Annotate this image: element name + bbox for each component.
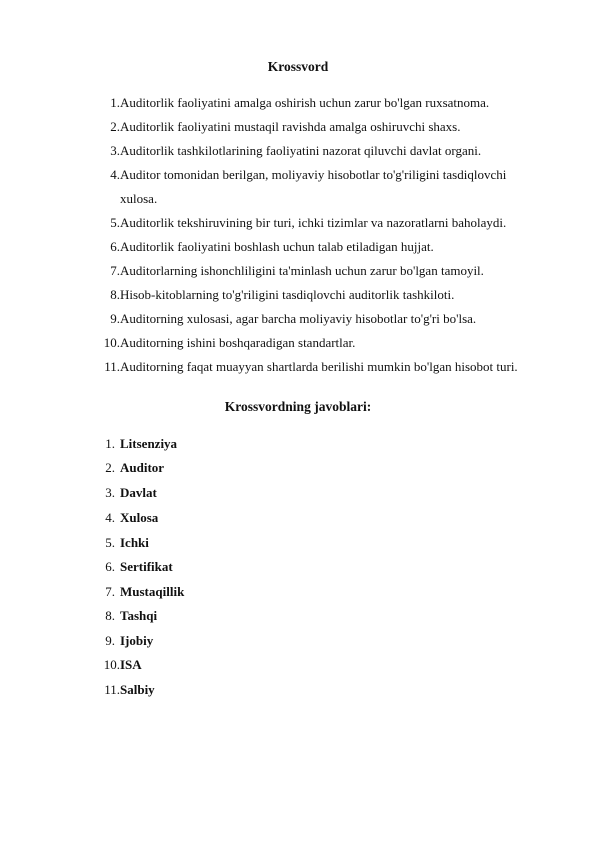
answer-number: 2. bbox=[105, 460, 115, 475]
answer-number: 7. bbox=[105, 584, 115, 599]
question-number: 6. bbox=[110, 239, 120, 254]
answer-text: Tashqi bbox=[120, 608, 158, 623]
question-text: Auditorlik faoliyatini boshlash uchun talab etiladigan hujjat. bbox=[120, 239, 434, 254]
question-text: Auditorning ishini boshqaradigan standartlar. bbox=[120, 335, 356, 350]
answer-text: Davlat bbox=[120, 485, 157, 500]
question-number: 2. bbox=[110, 119, 120, 134]
answer-number: 11. bbox=[104, 682, 120, 697]
question-text: Auditorning xulosasi, agar barcha moliyaviy hisobotlar to'g'ri bo'lsa. bbox=[120, 311, 477, 326]
answer-number: 6. bbox=[105, 559, 115, 574]
question-text-continued: xulosa. bbox=[120, 191, 158, 206]
answer-text: Auditor bbox=[120, 460, 165, 475]
question-number: 10. bbox=[103, 335, 120, 350]
answer-text: Sertifikat bbox=[120, 559, 173, 574]
question-text: Auditorlik tekshiruvining bir turi, ichki tizimlar va nazoratlarni baholaydi. bbox=[120, 215, 507, 230]
answer-number: 3. bbox=[105, 485, 115, 500]
answer-number: 4. bbox=[105, 510, 115, 525]
question-text: Auditorlik faoliyatini amalga oshirish uchun zarur bo'lgan ruxsatnoma. bbox=[120, 95, 490, 110]
answer-text: Xulosa bbox=[120, 510, 159, 525]
answer-number: 9. bbox=[105, 633, 115, 648]
question-number: 3. bbox=[110, 143, 120, 158]
question-text: Auditorlik tashkilotlarining faoliyatini nazorat qiluvchi davlat organi. bbox=[120, 143, 482, 158]
question-text: Auditorning faqat muayyan shartlarda berilishi mumkin bo'lgan hisobot turi. bbox=[120, 359, 518, 374]
question-text: Hisob-kitoblarning to'g'riligini tasdiqlovchi auditorlik tashkiloti. bbox=[120, 287, 455, 302]
question-text: Auditor tomonidan berilgan, moliyaviy hisobotlar to'g'riligini tasdiqlovchi bbox=[120, 167, 507, 182]
answer-number: 8. bbox=[105, 608, 115, 623]
answer-number: 5. bbox=[105, 535, 115, 550]
answer-number: 1. bbox=[105, 436, 115, 451]
question-number: 4. bbox=[110, 167, 120, 182]
question-number: 5. bbox=[110, 215, 120, 230]
answer-text: Litsenziya bbox=[120, 436, 178, 451]
question-number: 8. bbox=[110, 287, 120, 302]
question-text: Auditorlarning ishonchliligini ta'minlash uchun zarur bo'lgan tamoyil. bbox=[120, 263, 484, 278]
answer-text: Mustaqillik bbox=[120, 584, 185, 599]
question-number: 7. bbox=[110, 263, 120, 278]
answer-text: Salbiy bbox=[120, 682, 155, 697]
answer-text: ISA bbox=[120, 657, 142, 672]
question-text: Auditorlik faoliyatini mustaqil ravishda amalga oshiruvchi shaxs. bbox=[120, 119, 461, 134]
answer-text: Ichki bbox=[120, 535, 149, 550]
question-number: 1. bbox=[110, 95, 120, 110]
answer-number: 10. bbox=[103, 657, 120, 672]
answers-heading: Krossvordning javoblari: bbox=[224, 399, 372, 414]
page-title: Krossvord bbox=[267, 59, 329, 74]
question-number: 11. bbox=[104, 359, 120, 374]
answer-text: Ijobiy bbox=[120, 633, 154, 648]
question-number: 9. bbox=[110, 311, 120, 326]
